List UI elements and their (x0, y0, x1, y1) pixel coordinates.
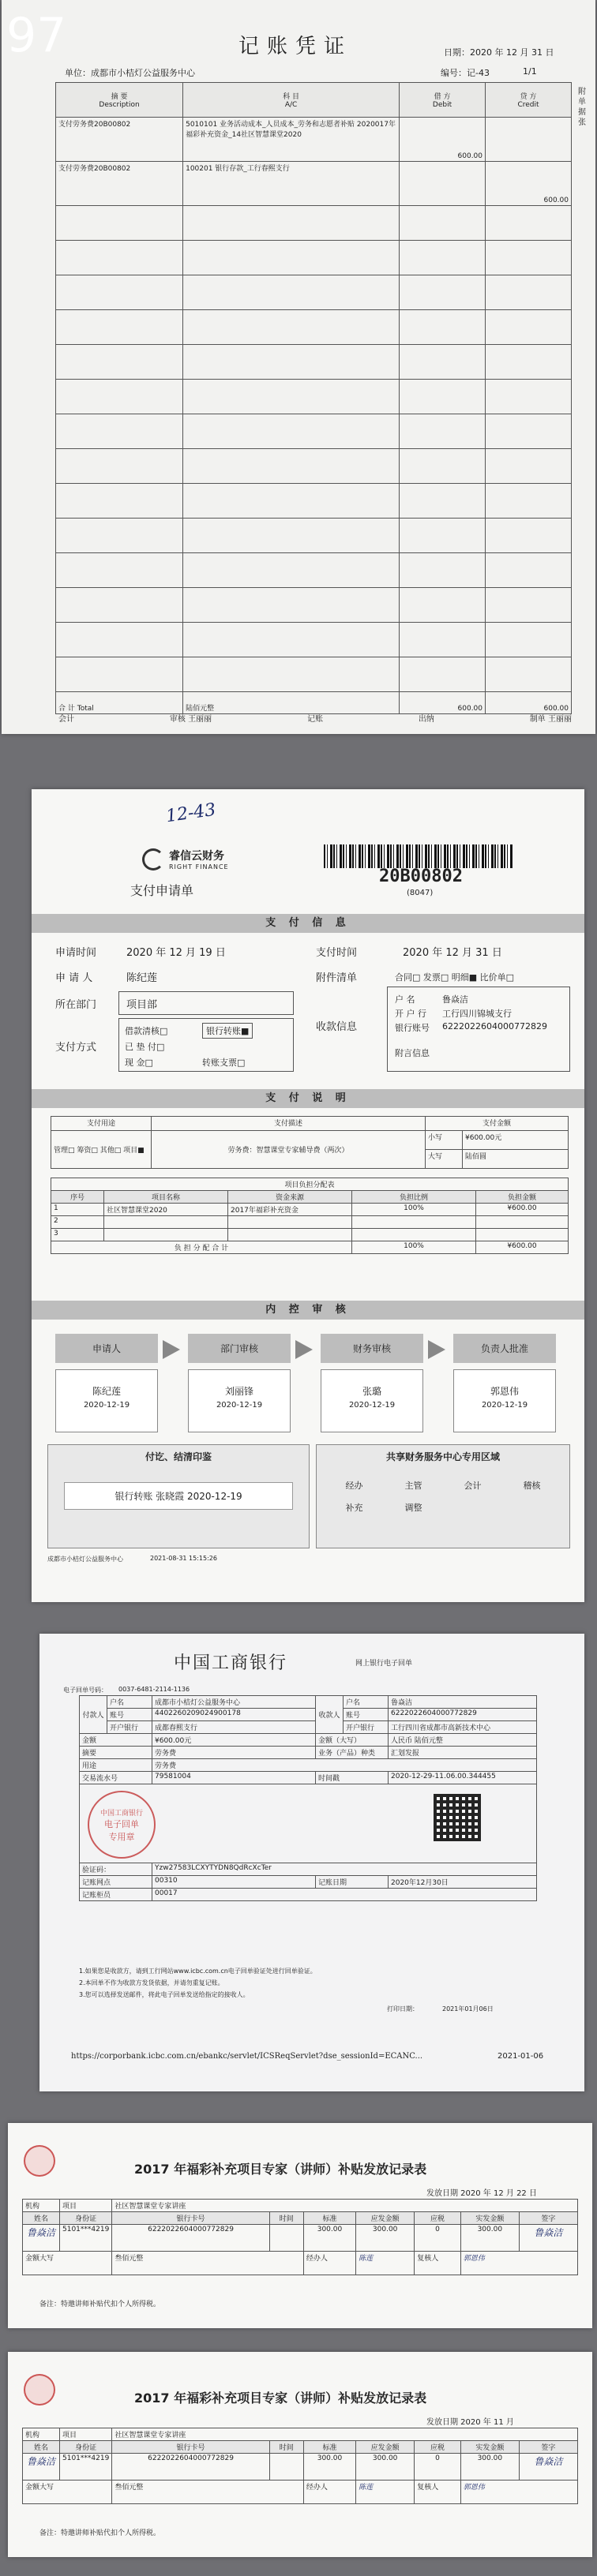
review-name: 陈纪莲 (92, 1386, 121, 1397)
payment-request-form (32, 789, 584, 1602)
subsidy-col: 签字 (519, 2441, 577, 2454)
subsidy-col: 应发金额 (356, 2441, 415, 2454)
biz-type: 汇划发报 (389, 1747, 537, 1759)
amount-small: ¥600.00元 (463, 1131, 569, 1150)
empty-row (56, 519, 572, 553)
share-title: 共享财务服务中心专用区域 (385, 1451, 500, 1462)
arrow-right-icon (428, 1340, 445, 1359)
payee-info-label: 收款信息 (316, 1021, 358, 1033)
share-area (316, 1444, 570, 1548)
footer-review: 审核 王丽丽 (169, 715, 212, 724)
note-line: 3.您可以选择发送邮件，将此电子回单发送给指定的接收人。 (79, 1991, 250, 1998)
empty-row (56, 310, 572, 345)
table-row (56, 118, 572, 162)
voucher-number: 编号：记-43 (441, 68, 490, 78)
subsidy-col: 实发金额 (460, 2441, 519, 2454)
payee-name: 鲁焱洁 (389, 1696, 537, 1709)
print-date: 2021年01月06日 (442, 2005, 494, 2012)
reviewer-label: 复核人 (415, 2481, 461, 2504)
share-item: 会计 (464, 1481, 482, 1491)
dept: 项目部 (126, 999, 158, 1011)
total-words: 叁佰元整 (112, 2252, 304, 2275)
alloc-title: 项目负担分配表 (51, 1178, 569, 1191)
subsidy-cell: 300.00 (303, 2225, 355, 2252)
desc-label: 支付描述 (152, 1117, 426, 1131)
apply-time: 2020 年 12 月 19 日 (126, 947, 226, 959)
cell: 3 (51, 1229, 104, 1241)
total-label: 金额大写 (23, 2481, 112, 2504)
subsidy-cell: 5101***4219 (60, 2225, 112, 2252)
use-label: 用途 (80, 1759, 152, 1772)
logo-seal-icon (24, 2374, 55, 2406)
logo-icon (142, 848, 164, 871)
share-item: 稽核 (523, 1481, 541, 1491)
print-date-label: 打印日期： (387, 2005, 419, 2012)
subsidy-cell (269, 2454, 303, 2481)
empty-row (56, 484, 572, 519)
subsidy-cell: 6222022604000772829 (112, 2225, 269, 2252)
time-label: 时间戳 (316, 1772, 389, 1784)
review-date: 2020-12-19 (481, 1401, 528, 1410)
review-role: 部门审核 (188, 1334, 291, 1363)
empty-row (56, 275, 572, 310)
subsidy-cell: 5101***4219 (60, 2454, 112, 2481)
method-advanced[interactable]: 已 垫 付□ (125, 1042, 165, 1052)
amount-big: 陆佰圆 (463, 1150, 569, 1169)
bank-label: 开户银行 (107, 1721, 152, 1734)
applicant-label: 申 请 人 (55, 972, 93, 984)
form-title: 支付申请单 (130, 883, 194, 898)
receipt-stamp (88, 1791, 156, 1859)
empty-row (56, 241, 572, 275)
page-number: 97 (6, 8, 67, 63)
empty-row (56, 414, 572, 449)
method-check[interactable]: 转账支票□ (202, 1058, 246, 1068)
handler-label: 经办人 (303, 2481, 355, 2504)
subsidy-date: 发放日期 2020 年 12 月 22 日 (426, 2189, 537, 2198)
alloc-total-ratio: 100% (352, 1241, 476, 1254)
alloc-col: 负担金额 (476, 1191, 569, 1204)
total-credit: 600.00 (486, 692, 572, 714)
project: 社区智慧课堂专家讲座 (112, 2200, 578, 2212)
subsidy-title: 2017 年福彩补充项目专家（讲师）补贴发放记录表 (134, 2162, 427, 2177)
amount-big: 人民币 陆佰元整 (389, 1734, 537, 1747)
project: 社区智慧课堂专家讲座 (112, 2428, 578, 2441)
alloc-total-amount: ¥600.00 (476, 1241, 569, 1254)
form-footer-time: 2021-08-31 15:15:26 (150, 1555, 217, 1562)
payer-label: 付款人 (80, 1696, 107, 1734)
logo (142, 848, 229, 871)
logo-seal-icon (24, 2145, 55, 2177)
voucher-page: 1/1 (523, 66, 537, 77)
review-date: 2020-12-19 (348, 1401, 396, 1410)
subsidy-col: 时间 (269, 2212, 303, 2225)
total-words: 陆佰元整 (183, 692, 400, 714)
row-account: 100201 银行存款_工行春熙支行 (183, 162, 400, 206)
seal-area (47, 1444, 310, 1548)
alloc-col: 负担比例 (352, 1191, 476, 1204)
txn-no: 79581004 (152, 1772, 316, 1784)
review-role: 申请人 (55, 1334, 158, 1363)
section-payment-desc: 支 付 说 明 (32, 1089, 584, 1108)
logo-name: 睿信云财务 (169, 850, 224, 863)
review-date: 2020-12-19 (216, 1401, 263, 1410)
total-words: 叁佰元整 (112, 2481, 304, 2504)
table-row (51, 1229, 569, 1241)
note-line: 1.如果您是收款方，请到工行网站www.icbc.com.cn电子回单验证处进行回单验证。 (79, 1968, 317, 1975)
subsidy-col: 时间 (269, 2441, 303, 2454)
amount: ¥600.00元 (152, 1734, 316, 1747)
voucher-date: 日期：2020 年 12 月 31 日 (444, 47, 554, 58)
payee-name-label: 户 名 (395, 994, 415, 1005)
alloc-total-label: 负 担 分 配 合 计 (51, 1241, 352, 1254)
amount-small-label: 小写 (426, 1131, 463, 1150)
apply-time-label: 申请时间 (55, 947, 97, 959)
subsidy-col: 实发金额 (460, 2212, 519, 2225)
subsidy-date: 发放日期 2020 年 11 月 (426, 2418, 514, 2427)
subsidy-cell: 300.00 (356, 2225, 415, 2252)
purpose-label: 摘要 (80, 1747, 152, 1759)
stamp-line: 中国工商银行 (100, 1809, 143, 1818)
review-date: 2020-12-19 (83, 1401, 130, 1410)
logo-en: RIGHT FINANCE (169, 863, 229, 871)
org-label: 机构 (23, 2200, 60, 2212)
col-debit: 借 方 (434, 93, 451, 101)
col-summary-en: Description (99, 101, 140, 109)
row-credit: 600.00 (486, 162, 572, 206)
teller: 00017 (152, 1889, 537, 1901)
amount-big-label: 金额（大写） (316, 1734, 389, 1747)
subsidy-col: 应税 (415, 2441, 461, 2454)
seal-title: 付讫、结清印鉴 (145, 1451, 212, 1462)
share-item: 补充 (345, 1503, 363, 1513)
col-account: 科 目 (283, 93, 300, 101)
arrow-right-icon (163, 1340, 180, 1359)
account: 6222022604000772829 (442, 1021, 547, 1032)
row-credit (486, 118, 572, 162)
table-row (23, 2454, 578, 2481)
pay-time-label: 支付时间 (316, 947, 358, 959)
payer-name: 成都市小桔灯公益服务中心 (152, 1696, 316, 1709)
handler: 陈莲 (356, 2481, 415, 2504)
empty-row (56, 553, 572, 588)
method-loan[interactable]: 借款清核□ (125, 1026, 168, 1036)
accounting-voucher (2, 0, 595, 734)
desc: 劳务费：智慧课堂专家辅导费（两次） (152, 1131, 426, 1169)
handwritten-number: 12-43 (164, 799, 217, 827)
table-row (23, 2225, 578, 2252)
col-credit: 贷 方 (520, 93, 537, 101)
voucher-total-row (56, 692, 572, 714)
subsidy-cell (269, 2225, 303, 2252)
row-summary: 支付劳务费20B00802 (56, 162, 183, 206)
footer-accounting: 会计 (58, 715, 74, 724)
purpose: 劳务费 (152, 1747, 316, 1759)
receipt-no-label: 电子回单号码： (63, 1687, 107, 1694)
subsidy-note: 备注：特邀讲师补贴代扣个人所得税。 (39, 2301, 161, 2308)
reviewer: 郭恩伟 (460, 2252, 577, 2275)
attachment-options: 合同□ 发票□ 明细■ 比价单□ (395, 972, 515, 983)
col-debit-en: Debit (432, 101, 452, 109)
bank: 工行四川锦城支行 (442, 1009, 512, 1019)
col-account-en: A/C (284, 101, 298, 109)
qr-code-icon (434, 1794, 481, 1841)
subsidy-col: 银行卡号 (112, 2441, 269, 2454)
barcode-text: 20B00802 (379, 867, 463, 886)
subsidy-col: 标准 (303, 2441, 355, 2454)
subsidy-cell: 鲁焱洁 (519, 2225, 577, 2252)
empty-row (56, 449, 572, 484)
remark-label: 附言信息 (395, 1048, 430, 1058)
subsidy-cell: 6222022604000772829 (112, 2454, 269, 2481)
share-item: 调整 (404, 1503, 422, 1513)
stamp-line: 专用章 (108, 1831, 135, 1842)
voucher-title: 记账凭证 (238, 35, 353, 58)
subsidy-title: 2017 年福彩补充项目专家（讲师）补贴发放记录表 (134, 2391, 427, 2406)
handler-label: 经办人 (303, 2252, 355, 2275)
footer-bookkeeping: 记账 (307, 715, 323, 724)
payee-account: 6222022604000772829 (389, 1709, 537, 1721)
voucher-footer (58, 712, 572, 724)
subsidy-cell: 鲁焱洁 (519, 2454, 577, 2481)
name-label: 户名 (107, 1696, 152, 1709)
method-cash[interactable]: 现 金□ (125, 1058, 153, 1068)
attachment-label: 附件清单 (316, 972, 358, 984)
subsidy-col: 应税 (415, 2212, 461, 2225)
date-label: 记账日期 (316, 1876, 389, 1889)
payee-bank: 工行四川省成都市高新技术中心 (389, 1721, 537, 1734)
footer-cashier: 出纳 (418, 715, 434, 724)
form-footer-org: 成都市小桔灯公益服务中心 (47, 1556, 123, 1563)
applicant: 陈纪莲 (126, 972, 158, 984)
teller-label: 记账柜员 (80, 1889, 152, 1901)
amount-big-label: 大写 (426, 1150, 463, 1169)
empty-row (56, 380, 572, 414)
subsidy-col: 签字 (519, 2212, 577, 2225)
review-role: 负责人批准 (453, 1334, 556, 1363)
org-label: 机构 (23, 2428, 60, 2441)
subsidy-col: 应发金额 (356, 2212, 415, 2225)
pay-time: 2020 年 12 月 31 日 (403, 947, 502, 959)
purposes: 管理□ 筹资□ 其他□ 项目■ (51, 1131, 152, 1169)
review-step (188, 1334, 291, 1432)
cell: 100% (352, 1204, 476, 1216)
payment-desc-table (51, 1116, 569, 1169)
col-summary: 摘 要 (111, 93, 128, 101)
reviewer: 郭恩伟 (460, 2481, 577, 2504)
empty-row (56, 345, 572, 380)
empty-row (56, 623, 572, 657)
section-payment-info: 支 付 信 息 (32, 914, 584, 933)
subsidy-record-sheet (8, 2352, 592, 2557)
total-debit: 600.00 (400, 692, 486, 714)
review-name: 张璐 (362, 1386, 381, 1397)
review-step (453, 1334, 556, 1432)
subsidy-col: 姓名 (23, 2441, 60, 2454)
subsidy-record-sheet (8, 2123, 592, 2328)
voucher-table (55, 82, 572, 714)
subsidy-cell: 300.00 (303, 2454, 355, 2481)
txn-no-label: 交易流水号 (80, 1772, 152, 1784)
barcode (324, 844, 513, 868)
total-label: 合 计 Total (56, 692, 183, 714)
seal-text: 银行转账 张晓霞 2020-12-19 (64, 1482, 293, 1510)
voucher-org: 单位：成都市小桔灯公益服务中心 (65, 68, 195, 78)
project-label: 项目 (60, 2200, 112, 2212)
subsidy-col: 标准 (303, 2212, 355, 2225)
record-label: 记账网点 (80, 1876, 152, 1889)
account-label: 银行账号 (395, 1023, 430, 1033)
payee-name: 鲁焱洁 (442, 994, 468, 1005)
receipt-url[interactable]: https://corporbank.icbc.com.cn/ebankc/servlet/ICSReqServlet?dse_sessionId=ECANC... (71, 2052, 423, 2061)
voucher-side-note: 附单据 张 (578, 88, 586, 127)
table-row (51, 1204, 569, 1216)
col-credit-en: Credit (517, 101, 539, 109)
empty-row (56, 206, 572, 241)
date: 2020年12月30日 (389, 1876, 537, 1889)
review-name: 刘丽锋 (224, 1386, 253, 1397)
alloc-col: 资金来源 (228, 1191, 352, 1204)
row-debit: 600.00 (400, 118, 486, 162)
review-role: 财务审核 (321, 1334, 423, 1363)
subsidy-cell: 鲁焱洁 (23, 2225, 60, 2252)
subsidy-col: 身份证 (60, 2441, 112, 2454)
arrow-right-icon (295, 1340, 313, 1359)
subsidy-cell: 300.00 (356, 2454, 415, 2481)
share-item: 经办 (345, 1481, 363, 1491)
empty-row (56, 588, 572, 623)
receipt-no: 0037-6481-2114-1136 (118, 1686, 190, 1693)
cell: 2 (51, 1216, 104, 1229)
cell: 2017年福彩补充资金 (228, 1204, 352, 1216)
cell: ¥600.00 (476, 1204, 569, 1216)
record: 00310 (152, 1876, 316, 1889)
biz-type-label: 业务（产品）种类 (316, 1747, 389, 1759)
payer-bank: 成都春熙支行 (152, 1721, 316, 1734)
share-item: 主管 (404, 1481, 422, 1491)
review-step (55, 1334, 158, 1432)
section-review: 内 控 审 核 (32, 1301, 584, 1320)
name-label: 户名 (344, 1696, 389, 1709)
subsidy-col: 身份证 (60, 2212, 112, 2225)
bank-label: 开户银行 (344, 1721, 389, 1734)
receipt-table (79, 1695, 537, 1901)
allocation-table (51, 1178, 569, 1254)
subsidy-cell: 0 (415, 2454, 461, 2481)
verify: Yzw27583LCXYTYDN8QdRcXcTer (152, 1863, 537, 1876)
project-label: 项目 (60, 2428, 112, 2441)
alloc-col: 项目名称 (104, 1191, 228, 1204)
barcode-sub: (8047) (407, 889, 434, 897)
table-row (51, 1216, 569, 1229)
subsidy-col: 银行卡号 (112, 2212, 269, 2225)
total-label: 金额大写 (23, 2252, 112, 2275)
verify-label: 验证码： (80, 1863, 152, 1876)
stamp-line: 电子回单 (104, 1818, 139, 1829)
method-label: 支付方式 (55, 1042, 97, 1054)
use: 劳务费 (152, 1759, 537, 1772)
alloc-col: 序号 (51, 1191, 104, 1204)
receipt-subtitle: 网上银行电子回单 (355, 1660, 413, 1668)
bank-receipt (39, 1634, 584, 2091)
amount-label: 金额 (80, 1734, 152, 1747)
payee-label: 收款人 (316, 1696, 344, 1734)
table-row (56, 162, 572, 206)
subsidy-cell: 0 (415, 2225, 461, 2252)
amount-label: 支付金额 (426, 1117, 569, 1131)
row-account: 5010101 业务活动成本_人员成本_劳务和志愿者补贴 2020017年福彩补充资金_14社区智慧课堂2020 (183, 118, 400, 162)
subsidy-cell: 300.00 (460, 2225, 519, 2252)
receipt-url-date: 2021-01-06 (498, 2052, 544, 2061)
time: 2020-12-29-11.06.00.344455 (389, 1772, 537, 1784)
bank-label: 开 户 行 (395, 1009, 426, 1019)
note-line: 2.本回单不作为收款方发货依据，并请勿重复记账。 (79, 1979, 224, 1986)
footer-maker: 制单 王丽丽 (529, 715, 572, 724)
subsidy-note: 备注：特邀讲师补贴代扣个人所得税。 (39, 2529, 161, 2537)
cell: 1 (51, 1204, 104, 1216)
review-name: 郭恩伟 (490, 1386, 519, 1397)
row-summary: 支付劳务费20B00802 (56, 118, 183, 162)
bank-name: 中国工商银行 (174, 1653, 288, 1673)
cell: 社区智慧课堂2020 (104, 1204, 228, 1216)
row-debit (400, 162, 486, 206)
account-label: 账号 (344, 1709, 389, 1721)
reviewer-label: 复核人 (415, 2252, 461, 2275)
empty-row (56, 657, 572, 692)
review-step (321, 1334, 423, 1432)
receipt-notes (79, 1965, 317, 2001)
account-label: 账号 (107, 1709, 152, 1721)
method-bank-transfer[interactable]: 银行转账■ (202, 1023, 253, 1039)
subsidy-col: 姓名 (23, 2212, 60, 2225)
subsidy-cell: 300.00 (460, 2454, 519, 2481)
payer-account: 4402260209024900178 (152, 1709, 316, 1721)
subsidy-cell: 鲁焱洁 (23, 2454, 60, 2481)
handler: 陈莲 (356, 2252, 415, 2275)
dept-label: 所在部门 (55, 999, 97, 1011)
purpose-label: 支付用途 (51, 1117, 152, 1131)
